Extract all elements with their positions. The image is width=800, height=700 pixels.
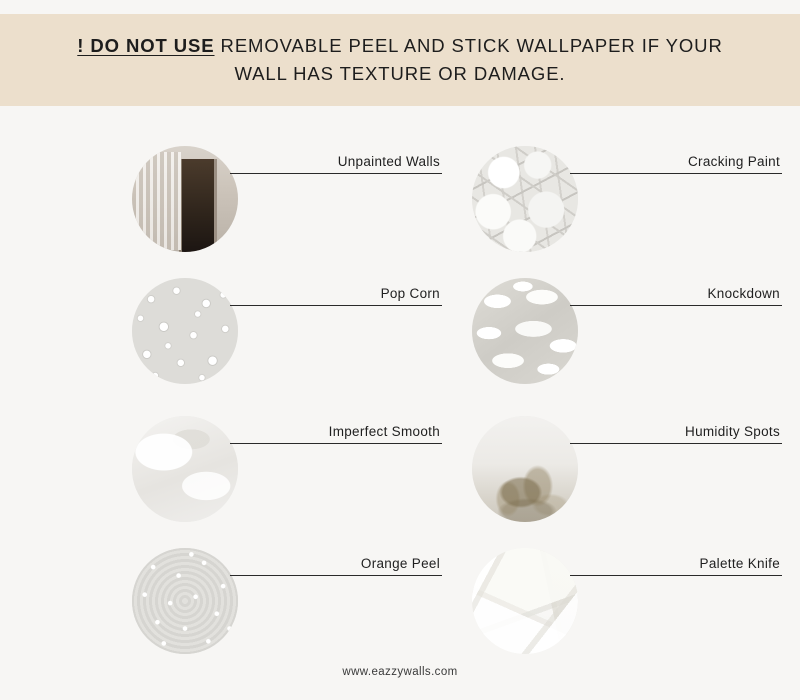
warning-body: REMOVABLE PEEL AND STICK WALLPAPER IF YOUR WALL HAS TEXTURE OR DAMAGE.: [214, 35, 723, 84]
texture-sample-item: [110, 408, 450, 540]
texture-sample-item: [110, 270, 450, 402]
texture-label-block: [570, 424, 782, 444]
label-underline-rule: [570, 173, 782, 174]
orange-peel-texture-image: [132, 548, 238, 654]
label-underline-rule: [230, 443, 442, 444]
label-underline-rule: [230, 173, 442, 174]
texture-sample-item: [450, 408, 790, 540]
texture-label-block: [230, 154, 442, 174]
warning-banner-text: [0, 32, 800, 88]
texture-sample-item: [110, 540, 450, 672]
label-underline-rule: [230, 575, 442, 576]
texture-label-block: [570, 556, 782, 576]
texture-swatch-unpainted-walls: [132, 146, 238, 252]
imperfect-smooth-texture-image: [132, 416, 238, 522]
footer-website[interactable]: www.eazzywalls.com: [342, 666, 458, 678]
texture-label: Cracking Paint: [688, 154, 780, 169]
texture-swatch-pop-corn: [132, 278, 238, 384]
pop-corn-texture-image: [132, 278, 238, 384]
texture-sample-item: [450, 138, 790, 270]
warning-banner: [0, 14, 800, 106]
knockdown-texture-image: [472, 278, 578, 384]
texture-swatch-orange-peel: [132, 548, 238, 654]
label-underline-rule: [230, 305, 442, 306]
texture-label: Knockdown: [707, 286, 780, 301]
texture-label-block: [230, 556, 442, 576]
texture-label-block: [570, 286, 782, 306]
unpainted-walls-texture-image: [132, 146, 238, 252]
texture-label-block: [230, 286, 442, 306]
texture-label-block: [230, 424, 442, 444]
humidity-spots-texture-image: [472, 416, 578, 522]
warning-emphasis: ! DO NOT USE: [77, 35, 215, 57]
texture-swatch-palette-knife: [472, 548, 578, 654]
texture-label: Pop Corn: [380, 286, 440, 301]
texture-swatch-cracking-paint: [472, 146, 578, 252]
texture-label: Humidity Spots: [685, 424, 780, 439]
cracking-paint-texture-image: [472, 146, 578, 252]
texture-sample-item: [450, 540, 790, 672]
texture-label: Palette Knife: [699, 556, 780, 571]
texture-label-block: [570, 154, 782, 174]
texture-sample-item: [450, 270, 790, 402]
label-underline-rule: [570, 443, 782, 444]
texture-sample-grid: [0, 126, 800, 654]
texture-swatch-knockdown: [472, 278, 578, 384]
texture-sample-item: [110, 138, 450, 270]
texture-swatch-humidity-spots: [472, 416, 578, 522]
label-underline-rule: [570, 305, 782, 306]
texture-label: Orange Peel: [360, 556, 440, 571]
texture-label: Unpainted Walls: [337, 154, 440, 169]
texture-label: Imperfect Smooth: [328, 424, 440, 439]
palette-knife-texture-image: [472, 548, 578, 654]
texture-swatch-imperfect-smooth: [132, 416, 238, 522]
label-underline-rule: [570, 575, 782, 576]
